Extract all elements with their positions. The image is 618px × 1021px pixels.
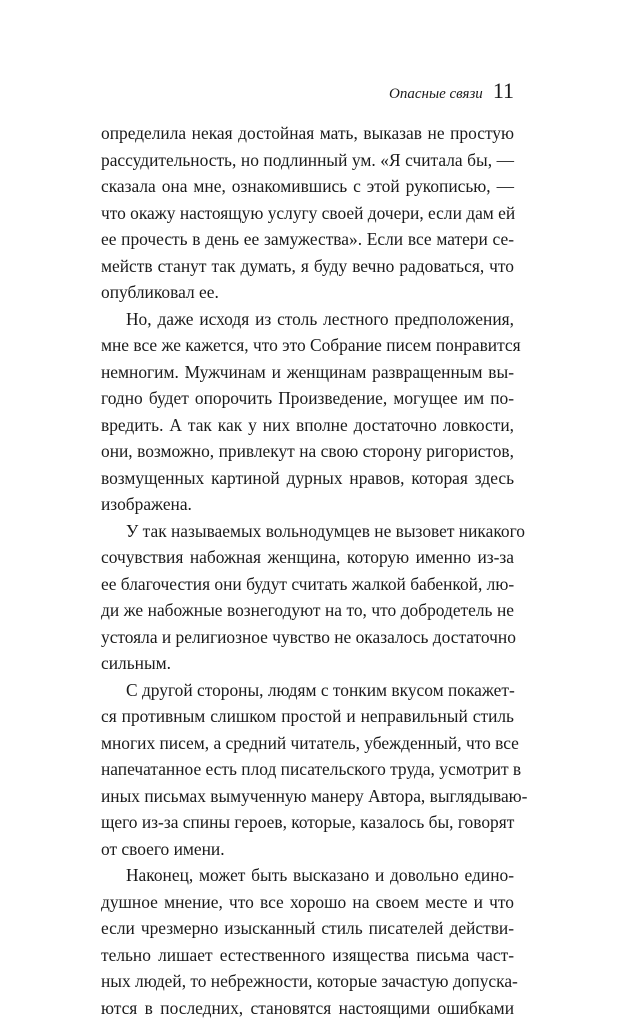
text-line: от своего имени. bbox=[101, 836, 514, 863]
text-line: ся противным слишком простой и неправильный стиль bbox=[101, 703, 514, 730]
text-line: ее прочесть в день ее замужества». Если все матери се- bbox=[101, 226, 514, 253]
text-line: Наконец, может быть высказано и довольно едино- bbox=[101, 862, 514, 889]
text-line: напечатанное есть плод писательского труда, усмотрит в bbox=[101, 756, 514, 783]
text-line: изображена. bbox=[101, 491, 514, 518]
text-line: Но, даже исходя из столь лестного предположения, bbox=[101, 306, 514, 333]
running-title: Опасные связи bbox=[389, 86, 483, 103]
text-line: мейств станут так думать, я буду вечно радоваться, что bbox=[101, 253, 514, 280]
text-line: опубликовал ее. bbox=[101, 279, 514, 306]
text-line: мне все же кажется, что это Собрание писем понравится bbox=[101, 332, 514, 359]
text-line: ных людей, то небрежности, которые зачастую допуска- bbox=[101, 968, 514, 995]
text-line: сказала она мне, ознакомившись с этой рукописью, — bbox=[101, 173, 514, 200]
text-line: ди же набожные вознегодуют на то, что добродетель не bbox=[101, 597, 514, 624]
text-line: немногим. Мужчинам и женщинам развращенным вы- bbox=[101, 359, 514, 386]
page-number: 11 bbox=[493, 78, 514, 104]
text-line: У так называемых вольнодумцев не вызовет никакого bbox=[101, 518, 514, 545]
text-line: ее благочестия они будут считать жалкой бабенкой, лю- bbox=[101, 571, 514, 598]
text-line: если чрезмерно изысканный стиль писателей действи- bbox=[101, 915, 514, 942]
text-line: иных письмах вымученную манеру Автора, выглядываю- bbox=[101, 783, 514, 810]
text-line: душное мнение, что все хорошо на своем месте и что bbox=[101, 889, 514, 916]
text-line: что окажу настоящую услугу своей дочери, если дам ей bbox=[101, 200, 514, 227]
running-header bbox=[389, 78, 514, 104]
text-line: тельно лишает естественного изящества письма част- bbox=[101, 942, 514, 969]
text-line: рассудительность, но подлинный ум. «Я считала бы, — bbox=[101, 147, 514, 174]
text-line: многих писем, а средний читатель, убежденный, что все bbox=[101, 730, 514, 757]
text-line: щего из-за спины героев, которые, казалось бы, говорят bbox=[101, 809, 514, 836]
text-line: сильным. bbox=[101, 650, 514, 677]
text-line: годно будет опорочить Произведение, могущее им по- bbox=[101, 385, 514, 412]
text-line: С другой стороны, людям с тонким вкусом покажет- bbox=[101, 677, 514, 704]
body-text bbox=[101, 120, 514, 1021]
text-line: возмущенных картиной дурных нравов, которая здесь bbox=[101, 465, 514, 492]
text-line: ются в последних, становятся настоящими ошибками bbox=[101, 995, 514, 1021]
text-line: они, возможно, привлекут на свою сторону ригористов, bbox=[101, 438, 514, 465]
text-line: вредить. А так как у них вполне достаточно ловкости, bbox=[101, 412, 514, 439]
text-line: устояла и религиозное чувство не оказалось достаточно bbox=[101, 624, 514, 651]
text-line: определила некая достойная мать, выказав не простую bbox=[101, 120, 514, 147]
text-line: сочувствия набожная женщина, которую именно из-за bbox=[101, 544, 514, 571]
